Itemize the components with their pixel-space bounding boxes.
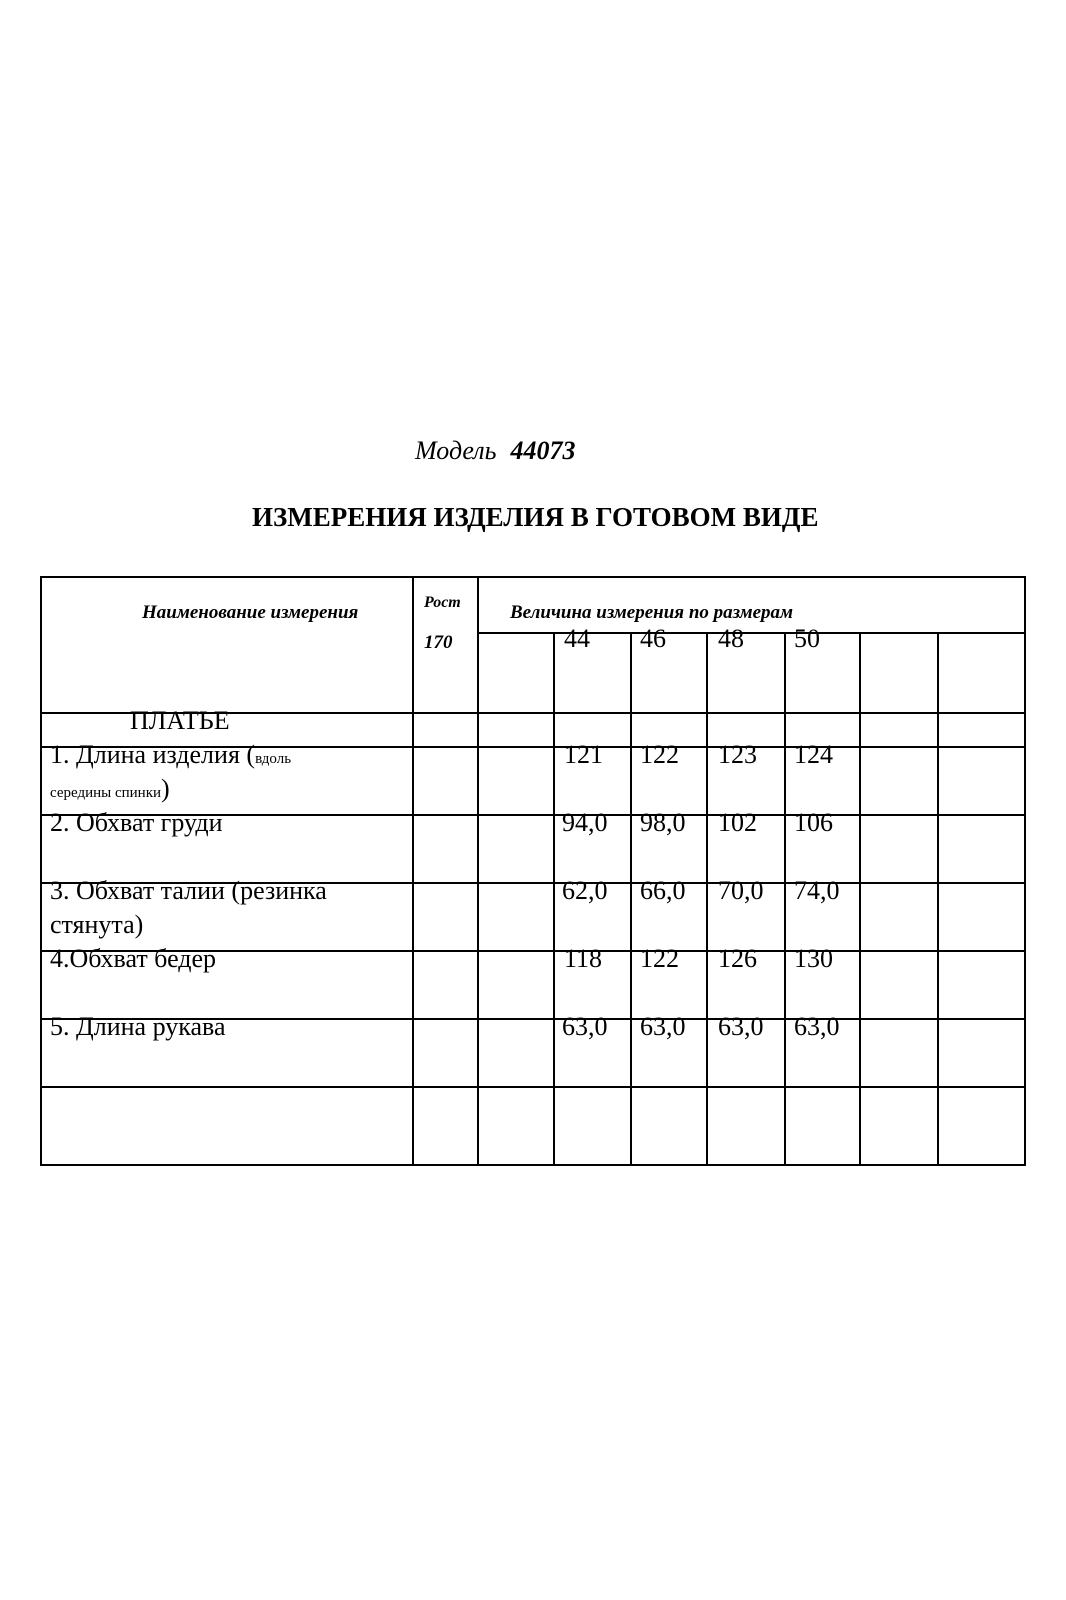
row-3-label: 3. Обхват талии (резинка <box>50 876 327 905</box>
cell: 124 <box>794 740 833 769</box>
header-height-label: Рост <box>424 594 461 611</box>
cell: 63,0 <box>640 1012 686 1041</box>
cell: 122 <box>640 740 679 769</box>
size-46: 46 <box>640 624 666 653</box>
col-divider <box>477 578 479 1164</box>
cell: 102 <box>718 808 757 837</box>
col-divider <box>412 578 414 1164</box>
cell: 123 <box>718 740 757 769</box>
cell: 74,0 <box>794 876 840 905</box>
row-5-label: 5. Длина рукава <box>50 1012 226 1041</box>
cell: 121 <box>564 740 603 769</box>
model-number: 44073 <box>510 436 576 465</box>
measurements-table <box>40 576 1026 1166</box>
cell: 63,0 <box>794 1012 840 1041</box>
cell: 63,0 <box>718 1012 764 1041</box>
cell: 126 <box>718 944 757 973</box>
cell: 63,0 <box>562 1012 608 1041</box>
cell: 118 <box>564 944 603 973</box>
cell: 66,0 <box>640 876 686 905</box>
cell: 98,0 <box>640 808 686 837</box>
row-divider <box>42 1086 1024 1088</box>
page-title: ИЗМЕРЕНИЯ ИЗДЕЛИЯ В ГОТОВОМ ВИДЕ <box>252 502 819 532</box>
row-3-label-line2: стянута) <box>50 910 144 939</box>
cell: 130 <box>794 944 833 973</box>
cell: 94,0 <box>562 808 608 837</box>
header-height-value: 170 <box>424 632 453 653</box>
section-label: ПЛАТЬЕ <box>130 706 230 735</box>
row-1-label-line2: середины спинки) <box>50 774 170 803</box>
header-sizes: Величина измерения по размерам <box>510 602 794 623</box>
cell: 70,0 <box>718 876 764 905</box>
size-48: 48 <box>718 624 744 653</box>
cell: 106 <box>794 808 833 837</box>
size-50: 50 <box>794 624 820 653</box>
cell: 62,0 <box>562 876 608 905</box>
cell: 122 <box>640 944 679 973</box>
row-1-label: 1. Длина изделия (вдоль <box>50 740 292 769</box>
row-4-label: 4.Обхват бедер <box>50 944 217 973</box>
model-label: Модель <box>415 436 497 465</box>
model-title <box>415 436 575 466</box>
row-divider <box>477 632 1024 634</box>
row-2-label: 2. Обхват груди <box>50 808 223 837</box>
header-name: Наименование измерения <box>142 602 359 623</box>
size-44: 44 <box>564 624 590 653</box>
